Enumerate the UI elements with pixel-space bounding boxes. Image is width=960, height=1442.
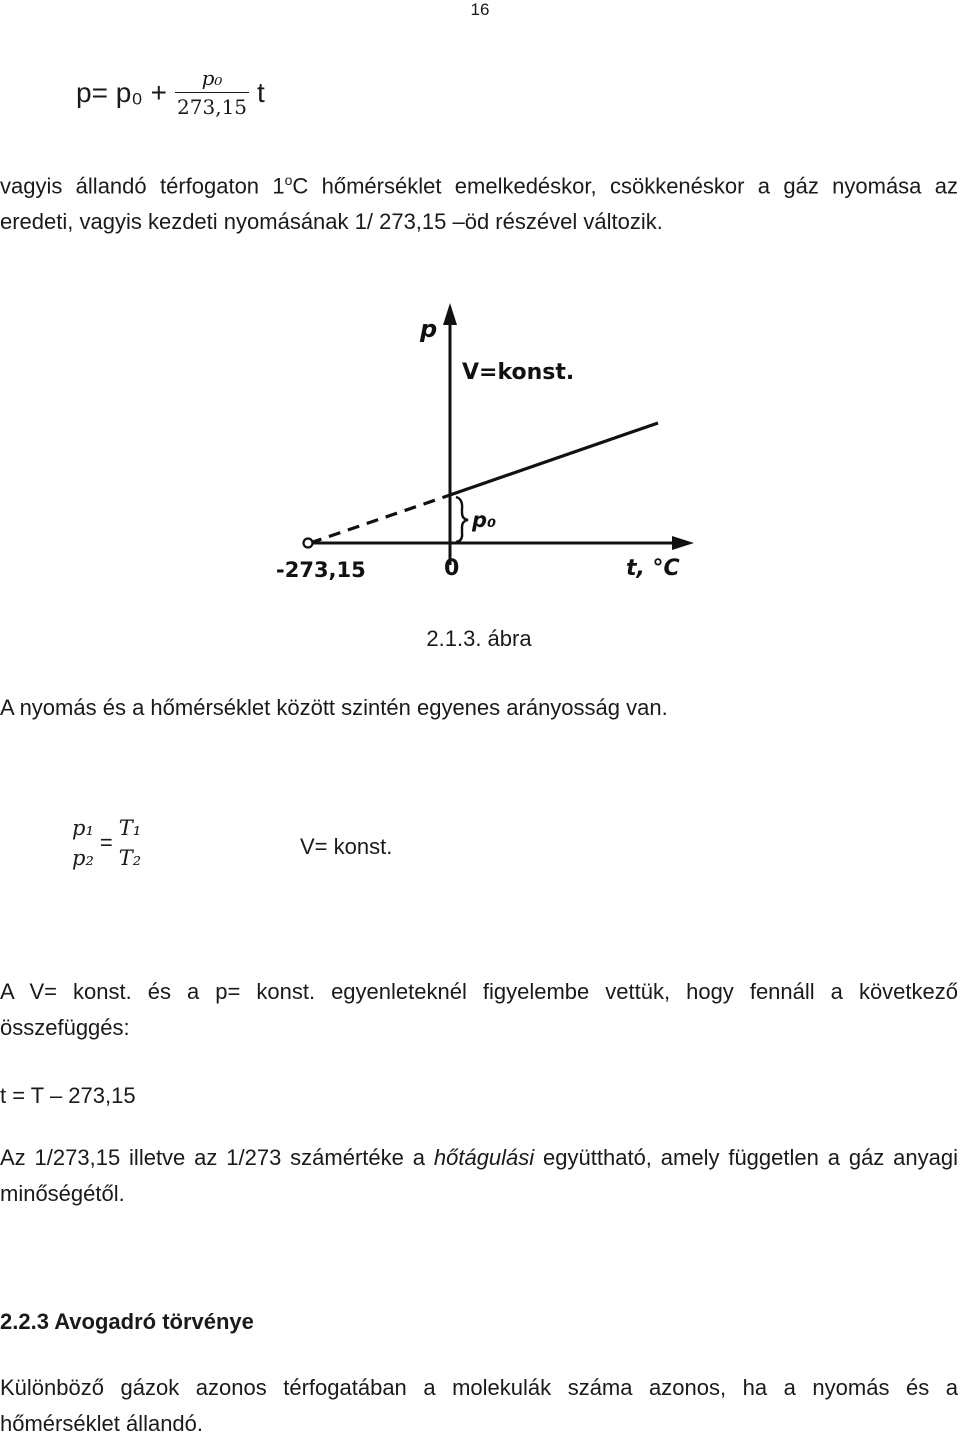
formula-pressure-temperature: [76, 68, 265, 117]
pressure-line: [450, 423, 658, 495]
paragraph-5-text-b: együttható, amely független a gáz anyagi minőségétől.: [0, 1145, 959, 1206]
paragraph-1-text-b: C hőmérséklet emelkedéskor, csökkenéskor a gáz nyomása az eredeti, vagyis kezdeti nyomásának 1/ 273,15 –öd részével változik.: [0, 173, 958, 235]
absolute-zero-label: -273,15: [276, 558, 366, 582]
degree-superscript: o: [284, 172, 293, 188]
ratio-p: [72, 816, 94, 870]
paragraph-expansion-coefficient: [0, 1140, 958, 1212]
y-axis-arrow-icon: [443, 303, 457, 325]
formula-rhs: t: [257, 76, 265, 108]
absolute-zero-point: [304, 539, 313, 548]
paragraph-5-italic: hőtágulási: [433, 1145, 535, 1170]
paragraph-relationship: A V= konst. és a p= konst. egyenleteknél figyelembe vettük, hogy fennáll a következő összefüggés:: [0, 979, 958, 1040]
formula-fraction-numerator: p₀: [201, 66, 223, 90]
ratio-p1: p₁: [72, 816, 94, 840]
y-axis-label: p: [420, 315, 438, 343]
paragraph-avogadro: Különböző gázok azonos térfogatában a molekulák száma azonos, ha a nyomás és a hőmérséklet állandó.: [0, 1375, 958, 1436]
figure-caption-text: 2.1.3. ábra: [426, 626, 532, 651]
page-number: 16: [470, 0, 490, 19]
paragraph-temperature-conversion: t = T – 273,15: [0, 1083, 136, 1108]
ratio-p2: p₂: [72, 846, 94, 871]
paragraph-5-text-a: Az 1/273,15 illetve az 1/273 számértéke a: [0, 1145, 434, 1170]
paragraph-constant-volume: [0, 162, 958, 240]
p0-label: p₀: [472, 508, 497, 532]
x-axis-arrow-icon: [672, 536, 694, 550]
pressure-temperature-diagram: [260, 295, 700, 595]
formula-fraction: [175, 68, 249, 117]
paragraph-proportionality: A nyomás és a hőmérséklet között szintén egyenes arányosság van.: [0, 695, 668, 720]
ratio-equals: =: [99, 830, 113, 856]
p0-brace: [456, 497, 468, 542]
ratio-condition: V= konst.: [300, 834, 393, 859]
ratio-t: [119, 816, 141, 870]
x-axis-label: t, °C: [626, 556, 680, 581]
ratio-equation: [72, 816, 141, 870]
extrapolation-dashed-line: [310, 495, 450, 543]
formula-fraction-denominator: 273,15: [175, 92, 249, 117]
line-label: V=konst.: [462, 360, 575, 385]
ratio-t1: T₁: [118, 816, 142, 840]
paragraph-1-text-a: vagyis állandó térfogaton 1: [0, 173, 285, 199]
figure-caption: [0, 626, 960, 652]
ratio-t2: T₂: [118, 846, 142, 871]
origin-label: 0: [444, 556, 460, 581]
section-heading: 2.2.3 Avogadró törvénye: [0, 1309, 254, 1334]
formula-lhs: p= p₀ +: [76, 76, 168, 108]
